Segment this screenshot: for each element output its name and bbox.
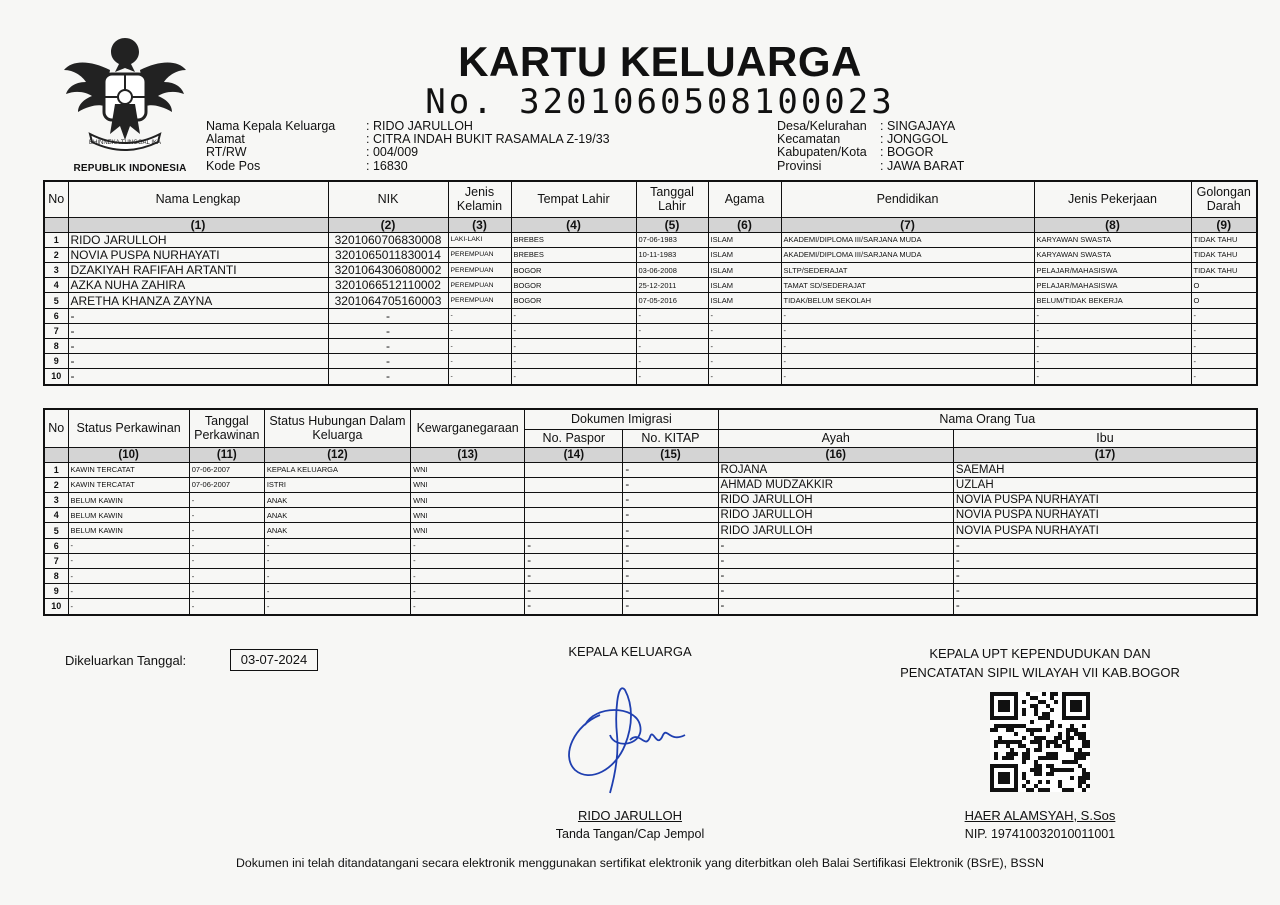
qr-code-icon: [990, 692, 1090, 792]
table-cell: ISLAM: [708, 293, 781, 308]
header-relationship: Status Hubungan Dalam Keluarga: [264, 409, 410, 447]
table-cell: -: [68, 323, 328, 338]
table-cell: -: [1191, 369, 1257, 385]
header-nik: NIK: [328, 181, 448, 217]
table-row: [44, 599, 1257, 615]
table-cell: -: [781, 308, 1034, 323]
table-cell: -: [1191, 339, 1257, 354]
table-cell: -: [68, 553, 189, 568]
table-cell: -: [511, 308, 636, 323]
svg-text:BHINNEKA TUNGGAL IKA: BHINNEKA TUNGGAL IKA: [88, 140, 162, 146]
table-cell: BELUM/TIDAK BEKERJA: [1034, 293, 1191, 308]
column-number-blank: [44, 447, 68, 462]
table-cell: -: [718, 584, 953, 599]
table-cell: KARYAWAN SWASTA: [1034, 247, 1191, 262]
table-cell: RIDO JARULLOH: [718, 508, 953, 523]
table-cell: 10-11-1983: [636, 247, 708, 262]
header-parents: Nama Orang Tua: [718, 409, 1257, 429]
header-marital-status: Status Perkawinan: [68, 409, 189, 447]
table-cell: AKADEMI/DIPLOMA III/SARJANA MUDA: [781, 232, 1034, 247]
emblem-label: REPUBLIK INDONESIA: [73, 163, 187, 174]
table-cell: -: [623, 508, 718, 523]
table-row: [44, 323, 1257, 338]
header-immigration-docs: Dokumen Imigrasi: [525, 409, 718, 429]
column-number: (5): [636, 217, 708, 232]
table-cell: 5: [44, 293, 68, 308]
table-cell: KARYAWAN SWASTA: [1034, 232, 1191, 247]
table-cell: PEREMPUAN: [448, 278, 511, 293]
table-cell: -: [1191, 354, 1257, 369]
family-card-number: No. 3201060508100023: [425, 82, 895, 122]
column-number: (9): [1191, 217, 1257, 232]
table-cell: -: [448, 339, 511, 354]
table-cell: BELUM KAWIN: [68, 523, 189, 538]
table-cell: -: [636, 308, 708, 323]
table-cell: -: [511, 323, 636, 338]
table-cell: TIDAK/BELUM SEKOLAH: [781, 293, 1034, 308]
table-cell: [525, 508, 623, 523]
column-number: (13): [411, 447, 525, 462]
header-no: No: [44, 181, 68, 217]
table-cell: -: [636, 323, 708, 338]
garuda-emblem-icon: [60, 30, 190, 165]
table-row: [44, 293, 1257, 308]
table-cell: -: [623, 538, 718, 553]
table-cell: O: [1191, 293, 1257, 308]
table-cell: BELUM KAWIN: [68, 493, 189, 508]
official-nip: NIP. 197410032010011001: [964, 827, 1116, 841]
table-cell: -: [328, 354, 448, 369]
table-cell: -: [953, 538, 1257, 553]
table-cell: PEREMPUAN: [448, 293, 511, 308]
table-cell: -: [68, 369, 328, 385]
header-full-name: Nama Lengkap: [68, 181, 328, 217]
table-cell: -: [68, 584, 189, 599]
table-row: [44, 493, 1257, 508]
head-signature-name: RIDO JARULLOH: [577, 808, 683, 823]
column-number: (10): [68, 447, 189, 462]
office-title-line-1: KEPALA UPT KEPENDUDUKAN DAN: [929, 646, 1151, 661]
header-birthplace: Tempat Lahir: [511, 181, 636, 217]
office-title: [870, 644, 1210, 682]
header-father: Ayah: [718, 429, 953, 447]
table-row: [44, 569, 1257, 584]
table-row: [44, 247, 1257, 262]
table-row: [44, 508, 1257, 523]
table-cell: -: [708, 308, 781, 323]
table-cell: 3201064705160003: [328, 293, 448, 308]
table-cell: 03-06-2008: [636, 263, 708, 278]
header-occupation: Jenis Pekerjaan: [1034, 181, 1191, 217]
table-cell: -: [525, 599, 623, 615]
table-cell: O: [1191, 278, 1257, 293]
document-title: KARTU KELUARGA: [458, 38, 862, 85]
table-cell: AKADEMI/DIPLOMA III/SARJANA MUDA: [781, 247, 1034, 262]
regency-value: : BOGOR: [880, 145, 934, 160]
table-cell: WNI: [411, 462, 525, 477]
table-cell: -: [328, 339, 448, 354]
table-cell: 3: [44, 263, 68, 278]
table-cell: BOGOR: [511, 278, 636, 293]
table-cell: -: [411, 584, 525, 599]
table-row: [44, 584, 1257, 599]
column-number: (11): [189, 447, 264, 462]
table-cell: 1: [44, 232, 68, 247]
table-cell: LAKI-LAKI: [448, 232, 511, 247]
rt-rw-value: : 004/009: [366, 145, 419, 160]
header-kitap: No. KITAP: [623, 429, 718, 447]
table-cell: 07-06-1983: [636, 232, 708, 247]
table-cell: 07-05-2016: [636, 293, 708, 308]
column-number-row: [44, 217, 1257, 232]
table-cell: AZKA NUHA ZAHIRA: [68, 278, 328, 293]
address-label: Alamat: [206, 132, 245, 147]
table-cell: -: [1034, 339, 1191, 354]
table-cell: -: [708, 354, 781, 369]
table-cell: -: [953, 569, 1257, 584]
header-citizenship: Kewarganegaraan: [411, 409, 525, 447]
table-cell: TIDAK TAHU: [1191, 263, 1257, 278]
table-cell: -: [525, 553, 623, 568]
table-cell: SAEMAH: [953, 462, 1257, 477]
official-name: HAER ALAMSYAH, S.Sos: [964, 808, 1116, 823]
column-number: (12): [264, 447, 410, 462]
province-label: Provinsi: [777, 158, 822, 173]
table-cell: ANAK: [264, 508, 410, 523]
table-cell: KAWIN TERCATAT: [68, 477, 189, 492]
family-info-values: [366, 120, 610, 173]
column-number: (16): [718, 447, 953, 462]
table-cell: ISLAM: [708, 278, 781, 293]
table-cell: -: [623, 477, 718, 492]
table-cell: -: [623, 569, 718, 584]
table-cell: 3201060706830008: [328, 232, 448, 247]
table-cell: -: [953, 599, 1257, 615]
table-cell: 6: [44, 308, 68, 323]
table-cell: TIDAK TAHU: [1191, 232, 1257, 247]
header-passport: No. Paspor: [525, 429, 623, 447]
table-cell: TAMAT SD/SEDERAJAT: [781, 278, 1034, 293]
table-cell: -: [68, 569, 189, 584]
table-cell: -: [189, 599, 264, 615]
table-cell: -: [264, 569, 410, 584]
head-of-family-value: : RIDO JARULLOH: [366, 119, 473, 133]
address-value: : CITRA INDAH BUKIT RASAMALA Z-19/33: [366, 132, 610, 147]
table-cell: -: [511, 339, 636, 354]
table-cell: -: [781, 369, 1034, 385]
table-cell: BOGOR: [511, 263, 636, 278]
table-cell: -: [1034, 369, 1191, 385]
table-cell: -: [718, 569, 953, 584]
table-cell: 3201065011830014: [328, 247, 448, 262]
table-cell: 10: [44, 369, 68, 385]
table-cell: BELUM KAWIN: [68, 508, 189, 523]
table-cell: -: [189, 569, 264, 584]
table-cell: 7: [44, 553, 68, 568]
table-cell: -: [1034, 354, 1191, 369]
table-cell: NOVIA PUSPA NURHAYATI: [953, 493, 1257, 508]
table-cell: -: [525, 569, 623, 584]
column-number-blank: [44, 217, 68, 232]
table-cell: 07-06-2007: [189, 477, 264, 492]
column-number: (14): [525, 447, 623, 462]
family-members-table: [43, 180, 1258, 386]
column-number: (15): [623, 447, 718, 462]
header-blood-type: Golongan Darah: [1191, 181, 1257, 217]
table-cell: -: [953, 553, 1257, 568]
table-cell: -: [448, 308, 511, 323]
table-cell: -: [525, 538, 623, 553]
table-cell: -: [623, 599, 718, 615]
header2-no: No: [44, 409, 68, 447]
table-cell: DZAKIYAH RAFIFAH ARTANTI: [68, 263, 328, 278]
table-cell: BREBES: [511, 232, 636, 247]
table-cell: -: [328, 323, 448, 338]
table-cell: -: [708, 339, 781, 354]
district-value: : JONGGOL: [880, 132, 949, 147]
head-signature-role: Tanda Tangan/Cap Jempol: [555, 827, 705, 841]
table-cell: -: [411, 599, 525, 615]
issued-date-value: 03-07-2024: [230, 649, 318, 671]
table-row: [44, 477, 1257, 492]
table-cell: -: [448, 323, 511, 338]
table-cell: 25-12-2011: [636, 278, 708, 293]
table-cell: ISLAM: [708, 263, 781, 278]
table-cell: -: [623, 553, 718, 568]
table-cell: AHMAD MUDZAKKIR: [718, 477, 953, 492]
column-number: (1): [68, 217, 328, 232]
table-cell: -: [68, 339, 328, 354]
table-cell: 3: [44, 493, 68, 508]
table-cell: -: [781, 354, 1034, 369]
table-cell: NOVIA PUSPA NURHAYATI: [953, 508, 1257, 523]
table-cell: 8: [44, 569, 68, 584]
table-cell: 8: [44, 339, 68, 354]
table-cell: ISTRI: [264, 477, 410, 492]
table-cell: RIDO JARULLOH: [68, 232, 328, 247]
table-cell: WNI: [411, 523, 525, 538]
table-cell: PELAJAR/MAHASISWA: [1034, 263, 1191, 278]
electronic-signature-notice: Dokumen ini telah ditandatangani secara elektronik menggunakan sertifikat elektronik yang diterbitkan oleh Balai Sertifikasi Elektronik (BSrE), BSSN: [236, 856, 1044, 870]
column-number: (4): [511, 217, 636, 232]
table-cell: 7: [44, 323, 68, 338]
table-cell: 2: [44, 247, 68, 262]
table-cell: ISLAM: [708, 247, 781, 262]
table-cell: -: [328, 369, 448, 385]
column-number: (3): [448, 217, 511, 232]
table-cell: 3201066512110002: [328, 278, 448, 293]
table-cell: 07-06-2007: [189, 462, 264, 477]
table-cell: NOVIA PUSPA NURHAYATI: [953, 523, 1257, 538]
column-number: (2): [328, 217, 448, 232]
table-cell: -: [264, 584, 410, 599]
postal-code-label: Kode Pos: [206, 158, 261, 173]
table-cell: -: [264, 538, 410, 553]
table-cell: -: [448, 369, 511, 385]
table-cell: -: [1191, 323, 1257, 338]
table-cell: -: [448, 354, 511, 369]
village-label: Desa/Kelurahan: [777, 119, 867, 133]
table-cell: 6: [44, 538, 68, 553]
table-cell: ANAK: [264, 523, 410, 538]
table-cell: -: [68, 354, 328, 369]
table-cell: [525, 477, 623, 492]
table-cell: PEREMPUAN: [448, 247, 511, 262]
table-cell: -: [264, 599, 410, 615]
column-number: (7): [781, 217, 1034, 232]
village-value: : SINGAJAYA: [880, 119, 956, 133]
table-cell: ROJANA: [718, 462, 953, 477]
table-cell: RIDO JARULLOH: [718, 523, 953, 538]
table-row: [44, 278, 1257, 293]
table-cell: -: [264, 553, 410, 568]
table-cell: PELAJAR/MAHASISWA: [1034, 278, 1191, 293]
table-row: [44, 263, 1257, 278]
table-cell: ISLAM: [708, 232, 781, 247]
table-row: [44, 339, 1257, 354]
table-cell: KEPALA KELUARGA: [264, 462, 410, 477]
table-cell: ANAK: [264, 493, 410, 508]
table-cell: KAWIN TERCATAT: [68, 462, 189, 477]
table-row: [44, 538, 1257, 553]
table-cell: 1: [44, 462, 68, 477]
table-cell: 9: [44, 584, 68, 599]
table-cell: -: [511, 369, 636, 385]
table-cell: [525, 462, 623, 477]
table-cell: -: [189, 584, 264, 599]
table-cell: -: [511, 354, 636, 369]
table-cell: -: [636, 339, 708, 354]
table-cell: BOGOR: [511, 293, 636, 308]
table-cell: -: [328, 308, 448, 323]
table-cell: -: [623, 493, 718, 508]
table-cell: BREBES: [511, 247, 636, 262]
table-cell: -: [636, 369, 708, 385]
column-number: (17): [953, 447, 1257, 462]
table-cell: [525, 523, 623, 538]
table-cell: -: [953, 584, 1257, 599]
table-cell: NOVIA PUSPA NURHAYATI: [68, 247, 328, 262]
postal-code-value: : 16830: [366, 158, 408, 173]
family-status-table: [43, 408, 1258, 616]
table-cell: -: [411, 569, 525, 584]
table-cell: -: [1034, 308, 1191, 323]
table-cell: -: [525, 584, 623, 599]
column-number: (8): [1034, 217, 1191, 232]
signature-icon: [555, 675, 705, 805]
table-cell: -: [189, 493, 264, 508]
table-cell: -: [781, 339, 1034, 354]
column-number-row: [44, 447, 1257, 462]
table-cell: 4: [44, 508, 68, 523]
table-row: [44, 523, 1257, 538]
office-title-line-2: PENCATATAN SIPIL WILAYAH VII KAB.BOGOR: [900, 665, 1180, 680]
table-cell: -: [189, 508, 264, 523]
header-gender: Jenis Kelamin: [448, 181, 511, 217]
rt-rw-label: RT/RW: [206, 145, 247, 160]
table-cell: WNI: [411, 493, 525, 508]
table-cell: -: [411, 538, 525, 553]
header-birthdate: Tanggal Lahir: [636, 181, 708, 217]
table-cell: UZLAH: [953, 477, 1257, 492]
regency-label: Kabupaten/Kota: [777, 145, 867, 160]
table-cell: -: [708, 369, 781, 385]
table-cell: -: [708, 323, 781, 338]
head-of-family-label: Nama Kepala Keluarga: [206, 119, 336, 133]
table-cell: -: [1034, 323, 1191, 338]
table-cell: -: [718, 553, 953, 568]
table-cell: WNI: [411, 508, 525, 523]
table-cell: 3201064306080002: [328, 263, 448, 278]
header-education: Pendidikan: [781, 181, 1034, 217]
table-cell: 9: [44, 354, 68, 369]
region-info-values: [880, 120, 964, 173]
district-label: Kecamatan: [777, 132, 841, 147]
header-mother: Ibu: [953, 429, 1257, 447]
table-cell: 4: [44, 278, 68, 293]
header-religion: Agama: [708, 181, 781, 217]
table-cell: -: [1191, 308, 1257, 323]
table-cell: -: [623, 462, 718, 477]
table-cell: -: [68, 538, 189, 553]
table-row: [44, 369, 1257, 385]
table-cell: 2: [44, 477, 68, 492]
table-row: [44, 553, 1257, 568]
table-cell: [525, 493, 623, 508]
table-cell: 5: [44, 523, 68, 538]
table-cell: RIDO JARULLOH: [718, 493, 953, 508]
table-cell: PEREMPUAN: [448, 263, 511, 278]
table-cell: -: [68, 599, 189, 615]
table-cell: -: [781, 323, 1034, 338]
table-cell: SLTP/SEDERAJAT: [781, 263, 1034, 278]
table-cell: -: [68, 308, 328, 323]
table-cell: -: [189, 538, 264, 553]
table-cell: -: [718, 538, 953, 553]
table-row: [44, 354, 1257, 369]
table-cell: -: [623, 523, 718, 538]
table-cell: WNI: [411, 477, 525, 492]
table-cell: -: [189, 523, 264, 538]
issued-date-label: Dikeluarkan Tanggal:: [65, 653, 187, 668]
table-cell: -: [411, 553, 525, 568]
table-row: [44, 462, 1257, 477]
column-number: (6): [708, 217, 781, 232]
region-info-labels: [777, 120, 867, 173]
table-cell: -: [189, 553, 264, 568]
table-row: [44, 308, 1257, 323]
head-of-family-title: KEPALA KELUARGA: [568, 644, 692, 659]
table-cell: -: [718, 599, 953, 615]
table-cell: -: [623, 584, 718, 599]
table-cell: ARETHA KHANZA ZAYNA: [68, 293, 328, 308]
table-cell: -: [636, 354, 708, 369]
table-cell: TIDAK TAHU: [1191, 247, 1257, 262]
header-marriage-date: Tanggal Perkawinan: [189, 409, 264, 447]
table-cell: 10: [44, 599, 68, 615]
family-info-labels: [206, 120, 335, 173]
province-value: : JAWA BARAT: [880, 158, 965, 173]
table-row: [44, 232, 1257, 247]
